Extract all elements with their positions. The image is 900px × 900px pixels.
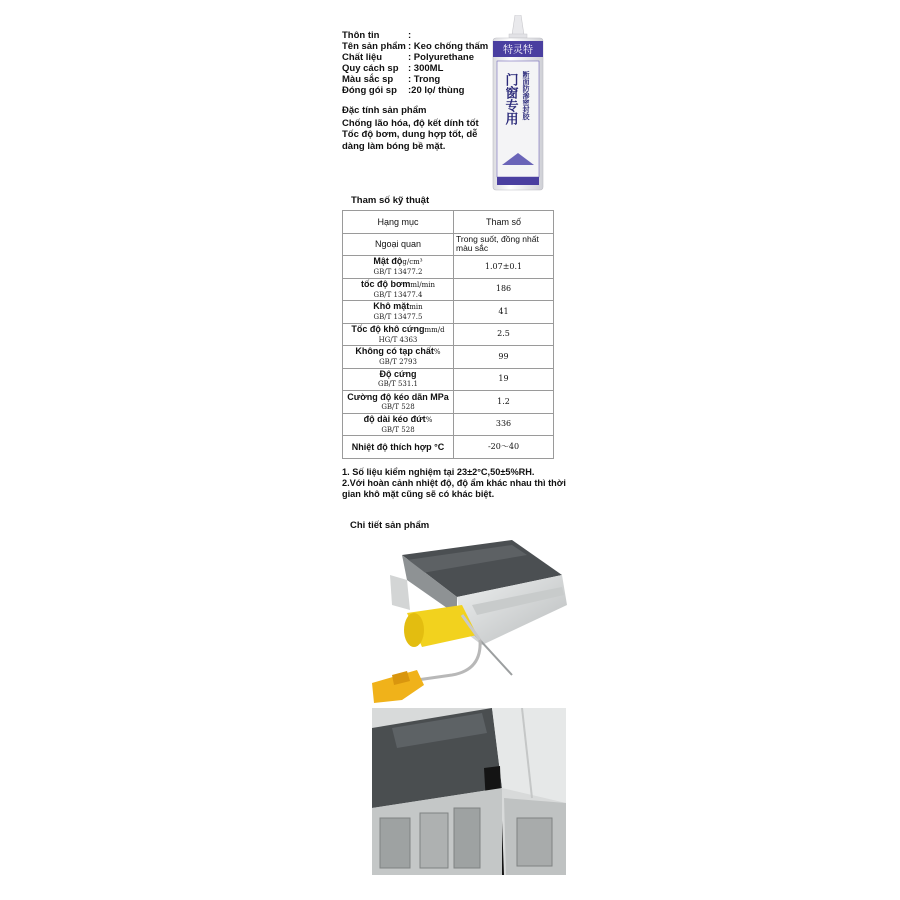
tech-row <box>343 278 554 301</box>
tech-item-value: 186 <box>454 278 554 301</box>
info-heading-row <box>342 30 488 41</box>
tech-row <box>343 368 554 391</box>
window-frame-photo <box>372 708 566 875</box>
tech-item-standard: GB/T 2793 <box>379 358 417 367</box>
tech-item-value: 1.07±0.1 <box>454 256 554 279</box>
tech-item-name: Không có tạp chất <box>355 346 434 357</box>
tech-item-standard: GB/T 13477.2 <box>373 268 423 277</box>
tech-row <box>343 256 554 279</box>
product-features <box>342 105 492 152</box>
info-value: : Trong <box>408 74 441 85</box>
tech-header-row <box>343 211 554 234</box>
info-label: Đóng gói sp <box>342 85 397 96</box>
tech-item-cell <box>343 323 454 346</box>
feature-line: Tốc độ bơm, dung hợp tốt, dễ <box>342 129 478 140</box>
tech-item-value: 1.2 <box>454 391 554 414</box>
note-line: 2.Với hoàn cảnh nhiệt độ, độ ẩm khác nhau thì thời gian khô mặt cũng sẽ có khác biệt. <box>342 478 566 499</box>
sealant-cartridge-image <box>488 15 548 195</box>
info-label: Màu sắc sp <box>342 74 394 85</box>
tech-item-value: 41 <box>454 301 554 324</box>
tech-item-cell <box>343 301 454 324</box>
tech-item-unit: % <box>425 415 433 424</box>
roller-application-photo <box>362 535 567 707</box>
info-row <box>342 74 488 85</box>
tech-item-value: 19 <box>454 368 554 391</box>
info-value: :20 lọ/ thùng <box>408 85 465 96</box>
tech-item-name: độ dài kéo đứt <box>363 413 426 424</box>
info-row <box>342 85 488 96</box>
tech-row <box>343 346 554 369</box>
cartridge-main-text: 门窗专用 <box>502 73 518 125</box>
tech-item-unit: ml/min <box>410 280 436 289</box>
tech-item-cell <box>343 278 454 301</box>
tech-header-param: Tham số <box>454 211 554 234</box>
tech-item-standard: GB/T 528 <box>381 425 415 434</box>
info-label: Quy cách sp <box>342 63 399 74</box>
tech-row <box>343 323 554 346</box>
tech-item-standard: GB/T 13477.5 <box>373 313 423 322</box>
tech-item-cell <box>343 346 454 369</box>
cartridge-sub-text: 断面防渗密封胶 <box>522 71 530 120</box>
tech-item-unit: % <box>433 348 441 357</box>
tech-item-name: Độ cứng <box>379 369 417 380</box>
tech-appearance-value: Trong suốt, đồng nhất màu sắc <box>454 233 554 256</box>
product-info <box>342 30 488 96</box>
info-row <box>342 52 488 63</box>
features-title: Đặc tính sản phẩm <box>342 105 427 116</box>
tech-item-name: tốc độ bơm <box>360 278 411 289</box>
tech-row <box>343 301 554 324</box>
info-value: : Keo chống thấm <box>408 41 489 52</box>
tech-item-standard: HG/T 4363 <box>378 335 418 344</box>
tech-item-cell <box>343 413 454 436</box>
tech-item-cell <box>343 368 454 391</box>
tech-item-unit: min <box>409 303 423 312</box>
tech-item-cell <box>343 436 454 459</box>
info-value: : Polyurethane <box>408 52 474 63</box>
tech-row <box>343 436 554 459</box>
tech-item-name: Cường độ kéo dãn MPa <box>347 391 449 402</box>
info-heading: Thôn tin <box>342 30 380 41</box>
tech-appearance-row <box>343 233 554 256</box>
tech-item-standard: GB/T 13477.4 <box>373 290 423 299</box>
tech-row <box>343 391 554 414</box>
tech-table <box>342 210 554 459</box>
tech-item-value: 336 <box>454 413 554 436</box>
info-value: : 300ML <box>408 63 444 74</box>
detail-title: Chi tiết sản phẩm <box>350 520 430 531</box>
tech-item-name: Tốc độ khô cứng <box>351 323 425 334</box>
feature-line: dàng làm bóng bề mặt. <box>342 140 446 152</box>
tech-row <box>343 413 554 436</box>
feature-line: Chống lão hóa, độ kết dính tốt <box>342 117 479 129</box>
tech-item-unit: mm/d <box>424 325 445 334</box>
note-line: 1. Số liệu kiểm nghiệm tại 23±2°C,50±5%RH. <box>342 467 535 477</box>
tech-item-cell <box>343 256 454 279</box>
tech-item-cell <box>343 391 454 414</box>
info-label: Tên sản phẩm <box>342 41 406 52</box>
tech-item-value: 2.5 <box>454 323 554 346</box>
tech-item-value: -20～40 <box>454 436 554 459</box>
info-row <box>342 41 488 52</box>
test-notes <box>342 467 572 500</box>
info-row <box>342 63 488 74</box>
tech-header-item: Hạng mục <box>343 211 454 234</box>
tech-item-name: Nhiệt độ thích hợp °C <box>351 441 445 452</box>
tech-item-value: 99 <box>454 346 554 369</box>
info-heading-colon: : <box>408 30 412 41</box>
tech-item-unit: g/cm³ <box>402 258 423 267</box>
tech-appearance-name: Ngoại quan <box>343 233 454 256</box>
tech-title: Tham số kỹ thuật <box>351 195 430 206</box>
cartridge-brand: 特灵特 <box>503 45 533 56</box>
tech-item-standard: GB/T 528 <box>381 402 415 411</box>
tech-item-name: Mật độ <box>373 256 403 267</box>
tech-item-name: Khô mặt <box>373 301 410 312</box>
info-label: Chất liệu <box>342 52 383 63</box>
tech-item-standard: GB/T 531.1 <box>377 380 419 389</box>
